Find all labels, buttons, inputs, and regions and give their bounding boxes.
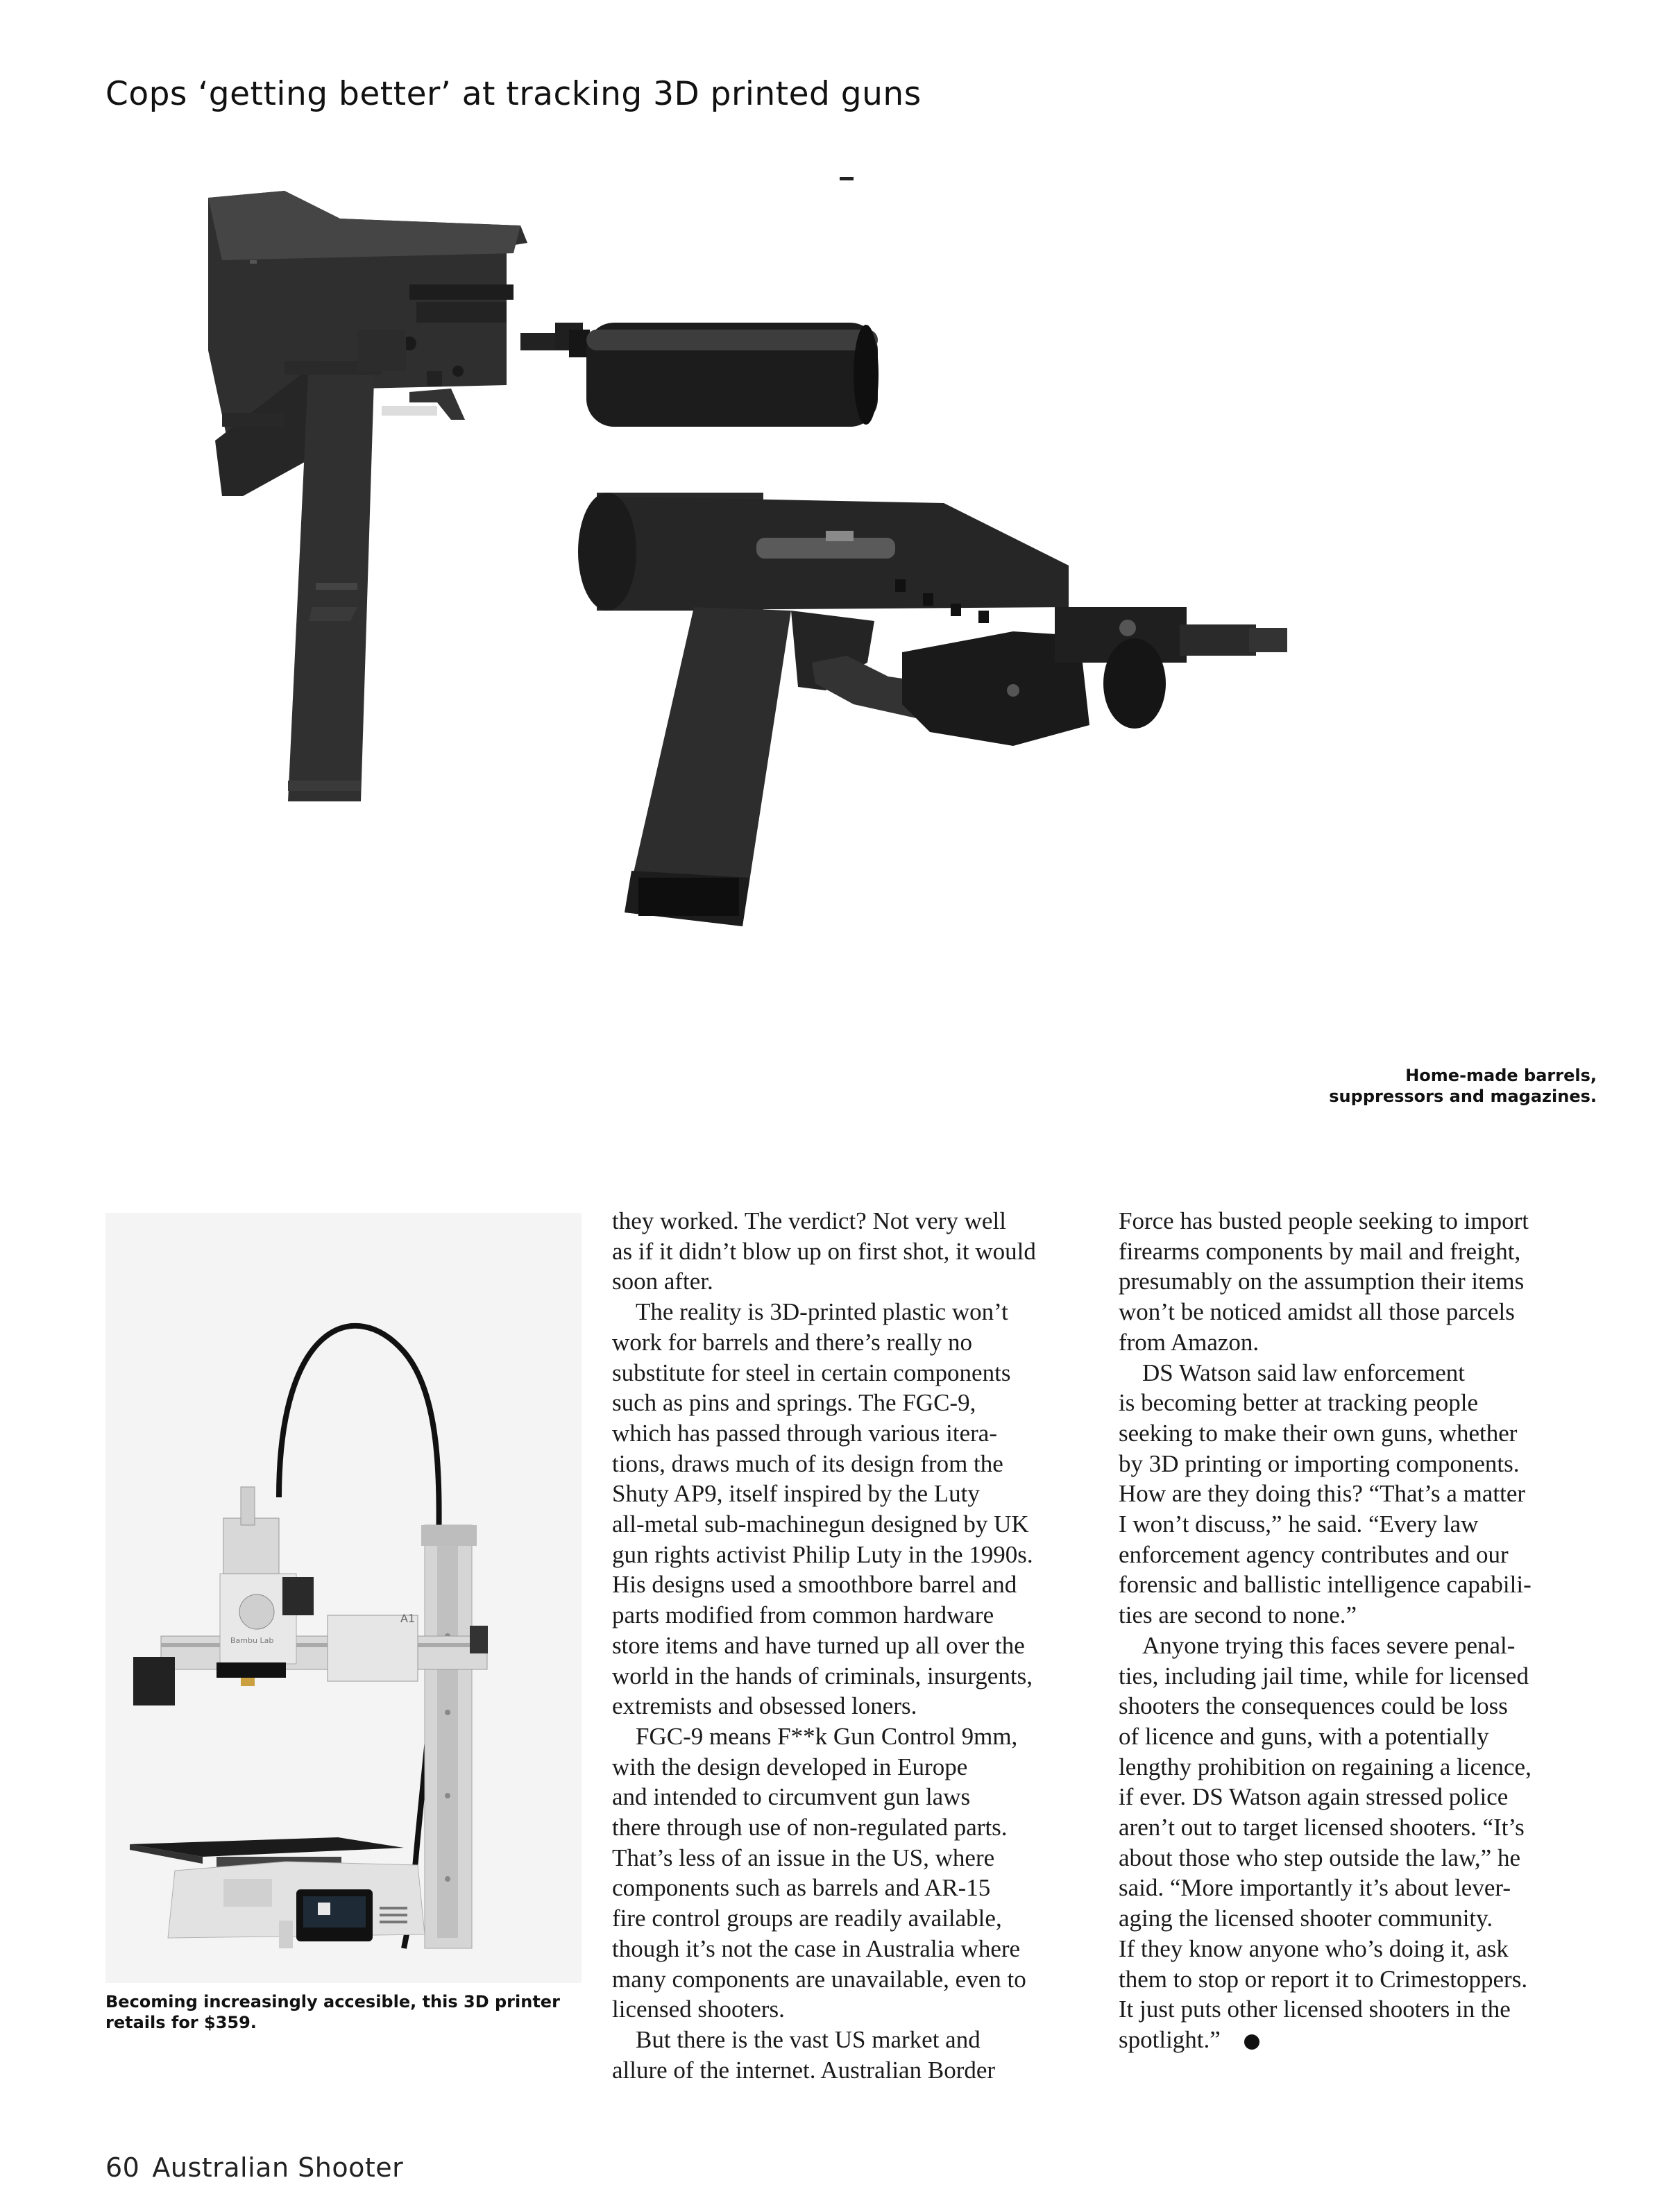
text-line: lengthy prohibition on regaining a licence, [1119, 1753, 1531, 1780]
text-line: store items and have turned up all over the [612, 1631, 1025, 1659]
article-column-1 [612, 1206, 1098, 2085]
text-line: Anyone trying this faces severe penal- [1142, 1631, 1516, 1659]
text-line: That’s less of an issue in the US, where [612, 1844, 995, 1871]
photo-caption-printer: Becoming increasingly accesible, this 3D printer retails for $359. [105, 1992, 560, 2032]
text-line: substitute for steel in certain components [612, 1359, 1011, 1386]
text-line: allure of the internet. Australian Border [612, 2056, 996, 2084]
text-line: as if it didn’t blow up on first shot, it would [612, 1237, 1036, 1265]
text-line: soon after. [612, 1268, 713, 1295]
printer-model-label: A1 [400, 1612, 416, 1625]
text-line-content: spotlight.” [1119, 2025, 1221, 2053]
text-line: them to stop or report it to Crimestoppers. [1119, 1965, 1528, 1993]
paragraph [612, 1721, 1098, 2025]
text-line: gun rights activist Philip Luty in the 1990s. [612, 1540, 1033, 1568]
caption-line: Home-made barrels, [1405, 1066, 1597, 1085]
text-line: The reality is 3D-printed plastic won’t [636, 1298, 1008, 1326]
text-line: though it’s not the case in Australia where [612, 1934, 1021, 1962]
text-line: aging the licensed shooter community. [1119, 1905, 1493, 1932]
text-line: by 3D printing or importing components. [1119, 1449, 1520, 1477]
text-line: if ever. DS Watson again stressed police [1119, 1783, 1509, 1811]
text-line: But there is the vast US market and [636, 2025, 981, 2053]
submachinegun-image [208, 177, 879, 801]
page-footer [105, 2152, 403, 2183]
text-line: FGC-9 means F**k Gun Control 9mm, [636, 1722, 1018, 1750]
text-line: licensed shooters. [612, 1996, 785, 2023]
text-line: all-metal sub-machinegun designed by UK [612, 1511, 1029, 1538]
text-line: of licence and guns, with a potentially [1119, 1722, 1489, 1750]
printer-brand-label: Bambu Lab [230, 1636, 274, 1645]
text-line: said. “More importantly it’s about lever- [1119, 1874, 1511, 1902]
text-line: about those who step outside the law,” he [1119, 1844, 1520, 1871]
text-line: presumably on the assumption their items [1119, 1268, 1525, 1295]
text-line [1119, 2025, 1604, 2055]
text-line: fire control groups are readily available, [612, 1905, 1002, 1932]
text-line: world in the hands of criminals, insurgents, [612, 1662, 1033, 1690]
text-line: How are they doing this? “That’s a matter [1119, 1480, 1526, 1508]
paragraph [612, 2025, 1098, 2085]
text-line: and intended to circumvent gun laws [612, 1783, 971, 1811]
text-line: many components are unavailable, even to [612, 1965, 1026, 1993]
text-line: shooters the consequences could be loss [1119, 1692, 1508, 1720]
paragraph [612, 1206, 1098, 1297]
text-line: His designs used a smoothbore barrel and [612, 1571, 1017, 1599]
text-line: extremists and obsessed loners. [612, 1692, 917, 1720]
text-line: aren’t out to target licensed shooters. “It’s [1119, 1814, 1525, 1841]
text-line: parts modified from common hardware [612, 1601, 994, 1629]
text-line: Force has busted people seeking to import [1119, 1207, 1529, 1234]
text-line: from Amazon. [1119, 1328, 1259, 1356]
firearms-photo [180, 177, 1541, 1100]
text-line: is becoming better at tracking people [1119, 1389, 1479, 1417]
paragraph [1119, 1358, 1604, 1631]
text-line: Shuty AP9, itself inspired by the Luty [612, 1480, 980, 1508]
end-of-story-bullet-icon [1244, 2034, 1259, 2050]
text-line: which has passed through various itera- [612, 1419, 997, 1447]
caption-line: suppressors and magazines. [1329, 1087, 1597, 1106]
text-line: components such as barrels and AR-15 [612, 1874, 991, 1902]
photo-caption-guns [1111, 1065, 1597, 1107]
paragraph [612, 1297, 1098, 1721]
text-line: seeking to make their own guns, whether [1119, 1419, 1518, 1447]
text-line: work for barrels and there’s really no [612, 1328, 972, 1356]
text-line: with the design developed in Europe [612, 1753, 968, 1780]
page-number: 60 [105, 2152, 140, 2183]
text-line: enforcement agency contributes and our [1119, 1540, 1509, 1568]
article-column-2 [1119, 1206, 1604, 2055]
text-line: there through use of non-regulated parts. [612, 1814, 1008, 1841]
text-line: ties, including jail time, while for licensed [1119, 1662, 1529, 1690]
text-line: I won’t discuss,” he said. “Every law [1119, 1511, 1479, 1538]
publication-name: Australian Shooter [152, 2152, 404, 2183]
text-line: DS Watson said law enforcement [1142, 1359, 1466, 1386]
text-line: It just puts other licensed shooters in the [1119, 1996, 1511, 2023]
text-line: If they know anyone who’s doing it, ask [1119, 1934, 1509, 1962]
text-line: such as pins and springs. The FGC-9, [612, 1389, 976, 1417]
text-line: forensic and ballistic intelligence capabili- [1119, 1571, 1531, 1599]
paragraph [1119, 1206, 1604, 1358]
text-line: tions, draws much of its design from the [612, 1449, 1003, 1477]
text-line: firearms components by mail and freight, [1119, 1237, 1521, 1265]
3d-printer-photo [105, 1213, 582, 1983]
home-made-pistol-image [578, 493, 1287, 926]
text-line: won’t be noticed amidst all those parcels [1119, 1298, 1515, 1326]
paragraph [1119, 1631, 1604, 2055]
headline: Cops ‘getting better’ at tracking 3D printed guns [105, 75, 922, 113]
text-line: they worked. The verdict? Not very well [612, 1207, 1006, 1234]
text-line: ties are second to none.” [1119, 1601, 1357, 1629]
